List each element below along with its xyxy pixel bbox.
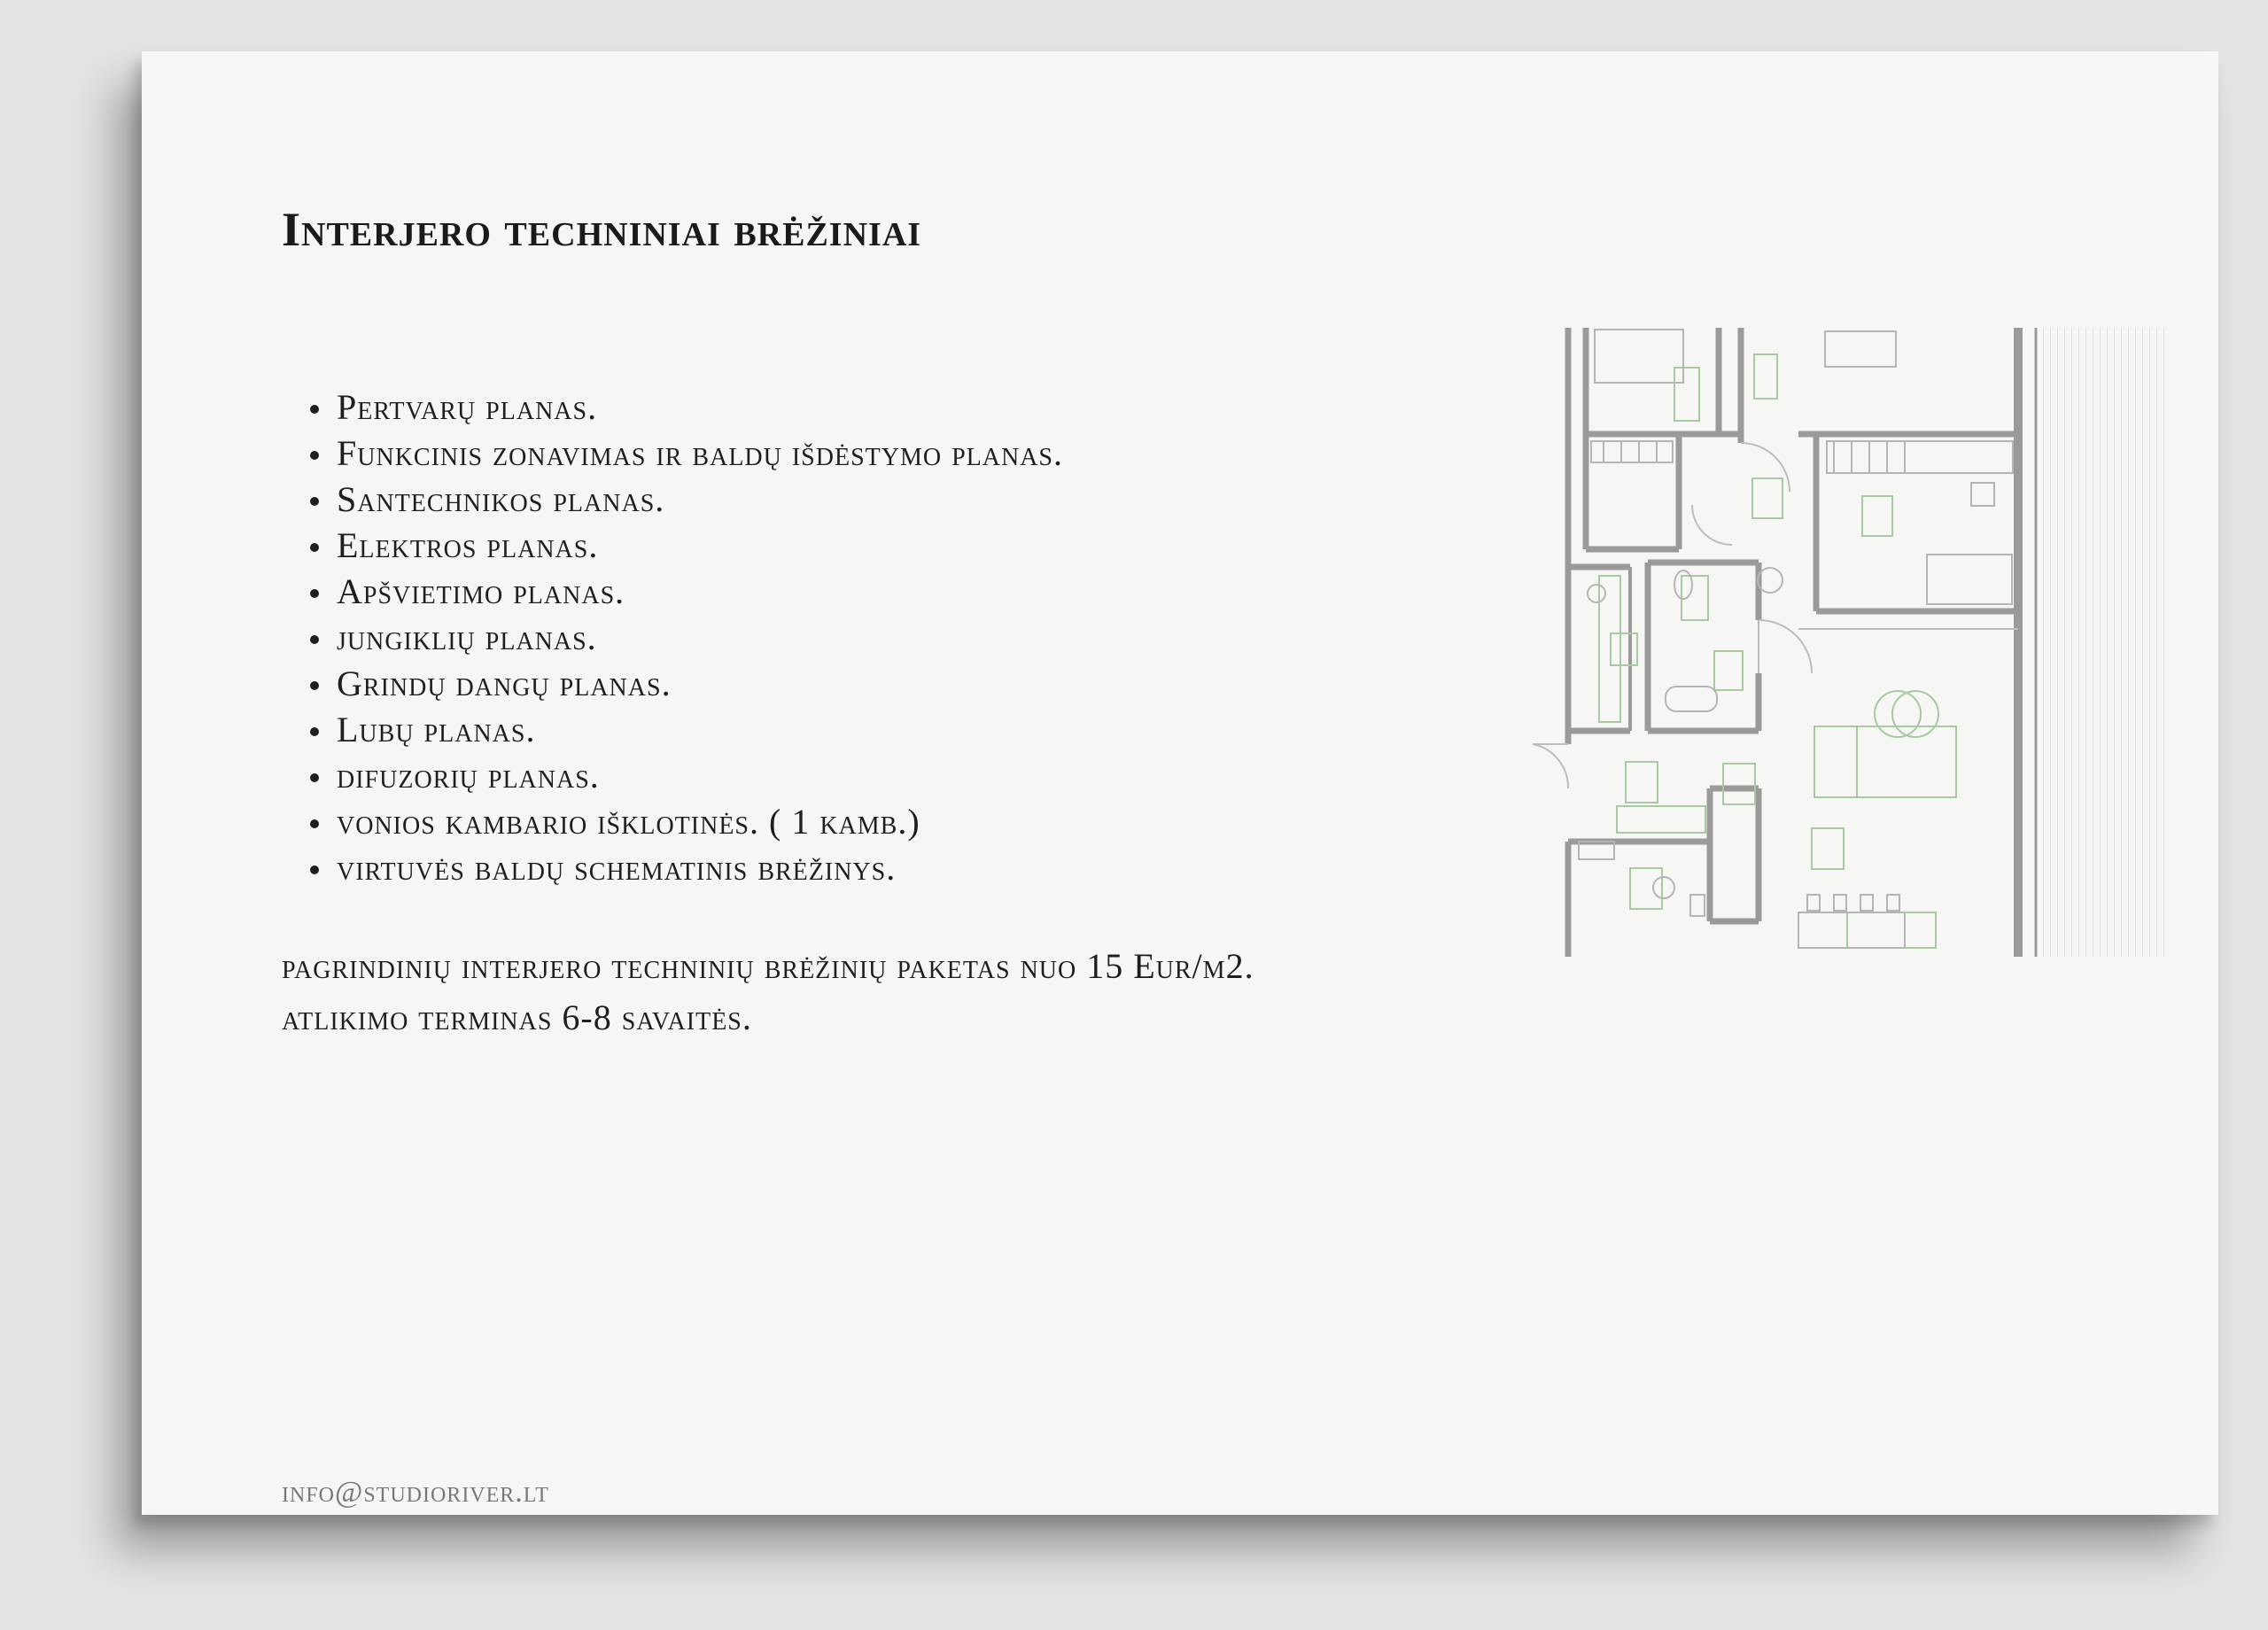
- page-title: Interjero techniniai brėžiniai: [282, 203, 922, 256]
- list-item: Apšvietimo planas.: [337, 569, 1063, 615]
- list-item: Grindų dangų planas.: [337, 661, 1063, 707]
- list-item: Lubų planas.: [337, 707, 1063, 753]
- contact-email: info@studioriver.lt: [282, 1476, 549, 1509]
- list-item: virtuvės baldų schematinis brėžinys.: [337, 845, 1063, 891]
- list-item: Pertvarų planas.: [337, 384, 1063, 431]
- list-item: difuzorių planas.: [337, 753, 1063, 799]
- list-item: Funkcinis zonavimas ir baldų išdėstymo planas.: [337, 431, 1063, 477]
- list-item: Santechnikos planas.: [337, 477, 1063, 523]
- deliverables-list: [282, 384, 1063, 891]
- list-item: vonios kambario išklotinės. ( 1 kamb.): [337, 799, 1063, 845]
- list-item: jungiklių planas.: [337, 615, 1063, 661]
- list-item: Elektros planas.: [337, 523, 1063, 569]
- term-text: atlikimo terminas 6-8 savaitės.: [282, 997, 752, 1037]
- price-text: pagrindinių interjero techninių brėžinių paketas nuo 15 Eur/m2.: [282, 946, 1254, 986]
- document-sheet: [142, 51, 2218, 1515]
- package-summary: [282, 941, 1254, 1044]
- floor-plan-icon: [1533, 328, 2171, 957]
